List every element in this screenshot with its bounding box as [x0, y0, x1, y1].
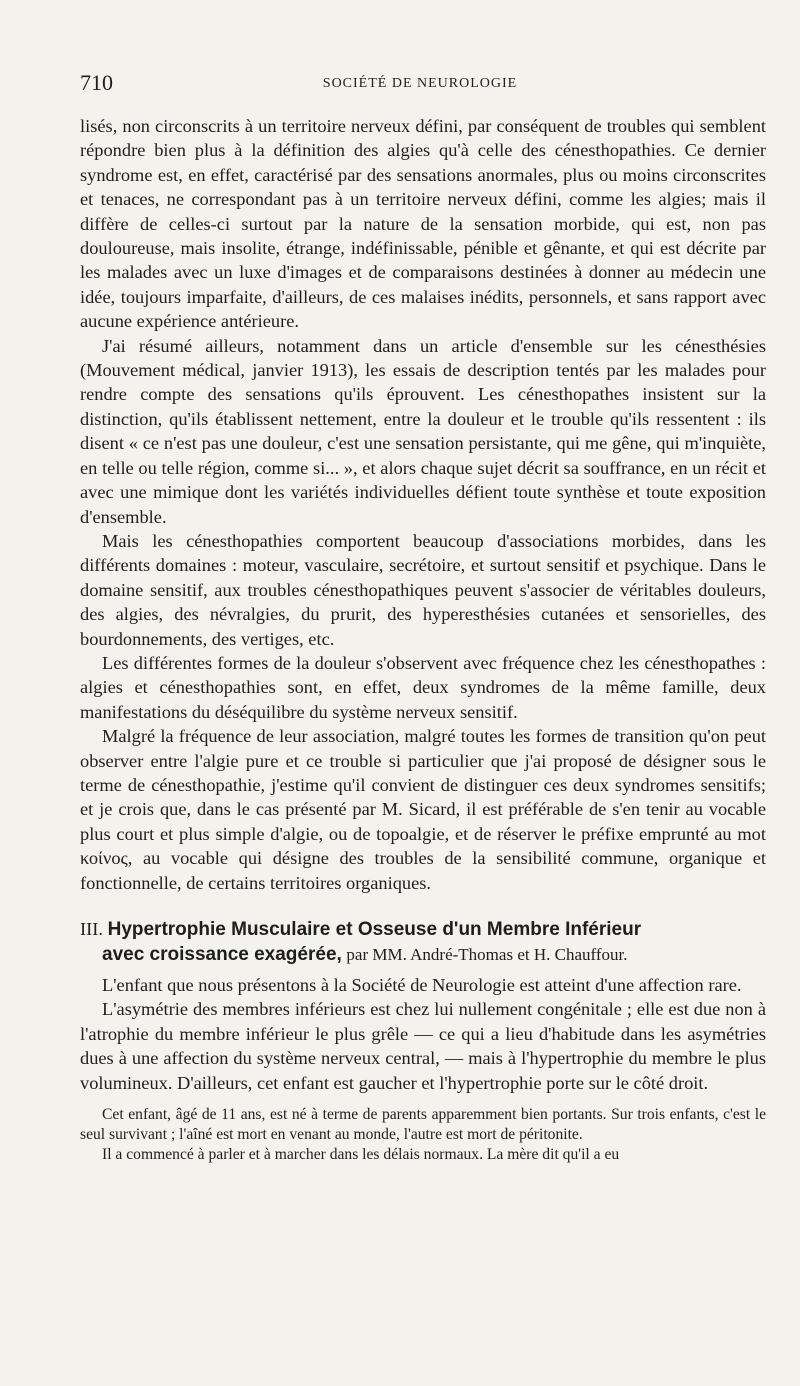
- section-title-line1: Hypertrophie Musculaire et Osseuse d'un Membre Inférieur: [107, 919, 642, 940]
- paragraph: Mais les cénesthopathies comportent beaucoup d'associations morbides, dans les différents domaines : moteur, vasculaire, secrétoire, et surtout sensitif et psychique. Dans le domaine sensitif, aux troubles cénesthopathiques peuvent s'associer de véritables douleurs, des algies, des névralgies, du prurit, des hyperesthésies cutanées et sensorielles, des bourdonnements, des vertiges, etc.: [80, 530, 766, 649]
- footnote: Cet enfant, âgé de 11 ans, est né à terme de parents apparemment bien portants. Sur trois enfants, c'est le seul survivant ; l'aîné est mort en venant au monde, l'autre est mort de péritonite.: [80, 1106, 766, 1144]
- paragraph: L'asymétrie des membres inférieurs est chez lui nullement congénitale ; elle est due non à l'atrophie du membre inférieur le plus grêle — ce qui a lieu d'habitude dans les asymétries dues à une affection du système nerveux central, — mais à l'hypertrophie du membre le plus volumineux. D'ailleurs, cet enfant est gaucher et l'hypertrophie porte sur le côté droit.: [80, 999, 766, 1093]
- section-authors: par MM. André-Thomas et H. Chauffour.: [346, 945, 628, 964]
- footnotes: [80, 1105, 766, 1165]
- section-title-line2: avec croissance exagérée,: [102, 944, 342, 965]
- running-title: SOCIÉTÉ DE NEUROLOGIE: [322, 76, 518, 91]
- body-text: [80, 114, 766, 1165]
- paragraph: J'ai résumé ailleurs, notamment dans un article d'ensemble sur les cénesthésies (Mouvement médical, janvier 1913), les essais de description tentés par les malades pour rendre compte des sensations qu'ils éprouvent. Les cénesthopathes insistent sur la distinction, qu'ils établissent nettement, entre la douleur et le trouble qu'ils ressentent : ils disent « ce n'est pas une douleur, c'est une sensation persistante, qui me gêne, qui m'inquiète, en telle ou telle région, comme si... », et alors chaque sujet décrit sa souffrance, en un récit et avec une mimique dont les variétés individuelles défient toute synthèse et toute exposition d'ensemble.: [80, 335, 766, 527]
- paragraph: Les différentes formes de la douleur s'observent avec fréquence chez les cénesthopathes : algies et cénesthopathies sont, en effet, deux syndromes de la même famille, deux manifestations du déséquilibre du système nerveux sensitif.: [80, 652, 766, 722]
- page-number: 710: [80, 70, 113, 95]
- paragraph: L'enfant que nous présentons à la Société de Neurologie est atteint d'une affection rare.: [102, 975, 742, 995]
- section-heading: [80, 917, 766, 967]
- paragraph: lisés, non circonscrits à un territoire nerveux défini, par conséquent de troubles qui semblent répondre bien plus à la définition des algies qu'à celle des cénesthopathies. Ce dernier syndrome est, en effet, caractérisé par des sensations anormales, plus ou moins circonscrites et tenaces, ne correspondant pas à un territoire nerveux défini, comme les algies; mais il diffère de celles-ci surtout par la nature de la sensation morbide, qui est, non pas douloureuse, mais insolite, étrange, indéfinissable, pénible et gênante, et qui est décrite par les malades avec un luxe d'images et de comparaisons destinées à donner au médecin une idée, toujours imparfaite, d'ailleurs, de ces malaises inédits, personnels, et sans rapport avec aucune expérience antérieure.: [80, 116, 766, 332]
- footnote: Il a commencé à parler et à marcher dans les délais normaux. La mère dit qu'il a eu: [102, 1146, 620, 1164]
- section-number: III.: [80, 919, 103, 939]
- page-header: [80, 70, 760, 100]
- paragraph: Malgré la fréquence de leur association, malgré toutes les formes de transition qu'on peut observer entre l'algie pure et ce trouble si particulier que j'ai proposé de désigner sous le terme de cénesthopathie, j'estime qu'il convient de distinguer ces deux syndromes sensitifs; et je crois que, dans le cas présenté par M. Sicard, il est préférable de s'en tenir au vocable plus court et plus simple d'algie, ou de topoalgie, et de réserver le préfixe emprunté au mot κοίνος, au vocable qui désigne des troubles de la sensibilité commune, organique et fonctionnelle, de certains territoires organiques.: [80, 726, 766, 893]
